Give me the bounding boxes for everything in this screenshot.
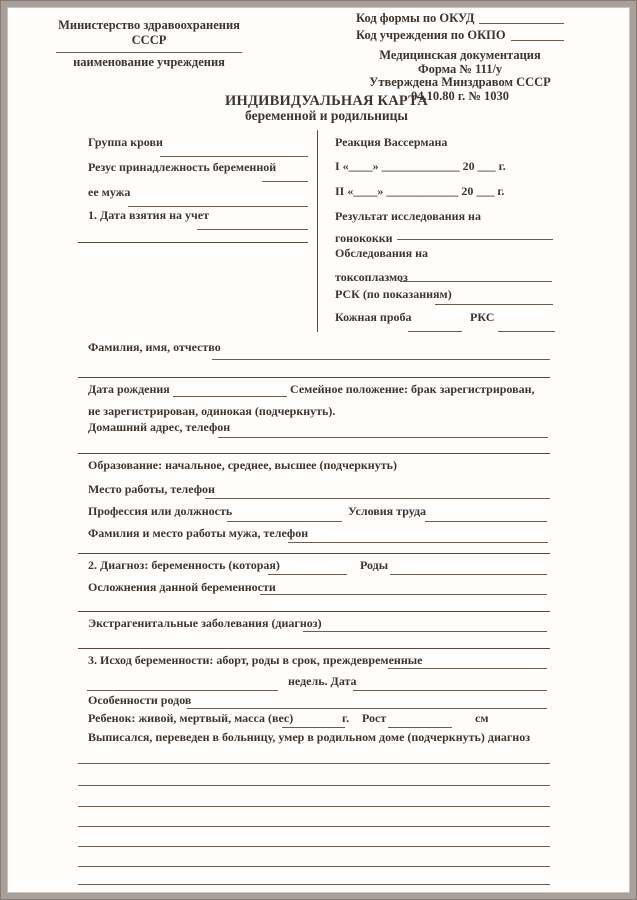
profession-label: Профессия или должность [88, 504, 233, 518]
blank-line [78, 826, 550, 827]
institution-caption: наименование учреждения [73, 55, 225, 69]
child-label: Ребенок: живой, мертвый, масса (вес) [88, 711, 294, 725]
form-title [16, 94, 637, 123]
workplace-blank-line [205, 498, 550, 499]
home-address-blank-line [218, 437, 548, 438]
blood-group-label: Группа крови [88, 135, 163, 149]
blank-line [78, 806, 550, 807]
ministry-country: СССР [131, 33, 167, 47]
wasserman-first-label: I «____» _____________ 20 ___ г. [335, 159, 506, 173]
delivery-features-blank-line [187, 708, 547, 709]
form-title-line2: беременной и родильницы [245, 108, 408, 124]
header-codes-block [356, 11, 564, 103]
cm-label: см [475, 711, 489, 725]
gonococci-blank-line [397, 239, 553, 240]
section-line-1 [78, 377, 550, 378]
blank-line [78, 884, 550, 885]
complications-label: Осложнения данной беременности [88, 580, 276, 594]
diagnosis-label: 2. Диагноз: беременность (которая) [88, 558, 280, 572]
approved-date: 04.10.80 г. № 1030 [410, 88, 510, 103]
births-label: Роды [360, 558, 389, 572]
outcome-label: 3. Исход беременности: аборт, роды в срок, преждевременные [88, 653, 423, 667]
rh-pregnant-blank-line [262, 181, 308, 182]
marital-status-label-2: не зарегистрирован, одинокая (подчеркнуть). [88, 404, 336, 418]
rh-husband-blank-line [128, 206, 308, 207]
husband-work-label: Фамилия и место работы мужа, телефон [88, 526, 309, 540]
extragenital-label: Экстрагенитальные заболевания (диагноз) [88, 616, 322, 630]
okpo-row [356, 28, 564, 43]
full-name-blank-line [212, 359, 550, 360]
work-conditions-blank-line [425, 521, 547, 522]
rsk-label: РСК (по показаниям) [335, 287, 452, 301]
weight-blank-line [282, 727, 345, 728]
complications-blank-line [260, 594, 547, 595]
workplace-label: Место работы, телефон [88, 482, 215, 496]
toxoplasmosis-label-1: Обследования на [335, 246, 429, 260]
okpo-label: Код учреждения по ОКПО [356, 28, 506, 42]
institution-name-line [56, 52, 242, 53]
rks-blank-line [498, 331, 555, 332]
skin-test-label: Кожная проба [335, 310, 412, 324]
home-address-label: Домашний адрес, телефон [88, 420, 231, 434]
outcome-blank-line [388, 668, 547, 669]
ministry-name: Министерство здравоохранения [58, 18, 240, 32]
rsk-blank-line [435, 304, 553, 305]
wasserman-second-label: II «____» ____________ 20 ___ г. [335, 184, 505, 198]
registration-date-blank-line [197, 229, 308, 230]
skin-test-blank-line [408, 331, 462, 332]
okud-blank-line [479, 23, 564, 24]
height-label: Рост [362, 711, 387, 725]
section-line-3 [78, 553, 550, 554]
rh-husband-label: ее мужа [88, 185, 131, 199]
section-line-4 [78, 611, 550, 612]
blank-line [78, 785, 550, 786]
left-column-bottom-line [78, 242, 308, 243]
toxoplasmosis-blank-line [400, 281, 552, 282]
marital-status-label-1: Семейное положение: брак зарегистрирован, [290, 382, 535, 396]
okud-row [356, 11, 564, 26]
diagnosis-blank-line [268, 574, 347, 575]
okpo-blank-line [511, 40, 564, 41]
discharge-label: Выписался, переведен в больницу, умер в родильном доме (подчеркнуть) диагноз [88, 730, 531, 744]
height-blank-line [388, 727, 452, 728]
form-title-line1: ИНДИВИДУАЛЬНАЯ КАРТА [225, 93, 428, 109]
okud-label: Код формы по ОКУД [356, 11, 475, 25]
rh-pregnant-label: Резус принадлежность беременной [88, 160, 277, 174]
toxoplasmosis-label-2: токсоплазмоз [335, 270, 408, 284]
blank-line [78, 846, 550, 847]
work-conditions-label: Условия труда [348, 504, 427, 518]
wasserman-label: Реакция Вассермана [335, 135, 448, 149]
birth-date-blank-line [173, 396, 287, 397]
full-name-label: Фамилия, имя, отчество [88, 340, 221, 354]
gonococci-label-2: гонококки [335, 231, 393, 245]
rks-label: РКС [470, 310, 495, 324]
weeks-blank-line-left [87, 690, 278, 691]
column-divider [317, 130, 318, 332]
births-blank-line [390, 574, 547, 575]
registration-date-label: 1. Дата взятия на учет [88, 208, 209, 222]
extragenital-blank-line [303, 631, 547, 632]
blood-group-blank-line [160, 156, 308, 157]
gonococci-label-1: Результат исследования на [335, 209, 481, 223]
section-line-2 [78, 453, 550, 454]
blank-line [78, 866, 550, 867]
header-ministry-block [28, 18, 270, 70]
delivery-features-label: Особенности родов [88, 693, 192, 707]
blank-line [78, 763, 550, 764]
form-number: Форма № 111/у [417, 61, 503, 76]
education-label: Образование: начальное, среднее, высшее (подчеркнуть) [88, 458, 397, 472]
profession-blank-line [227, 521, 342, 522]
husband-work-blank-line [288, 542, 548, 543]
weeks-blank-line-right [353, 690, 547, 691]
weeks-date-label: недель. Дата [288, 674, 357, 688]
birth-date-label: Дата рождения [88, 382, 170, 396]
section-line-5 [78, 648, 550, 649]
grams-label: г. [342, 711, 350, 725]
approved-by: Утверждена Минздравом СССР [369, 75, 551, 89]
doc-type: Медицинская документация [379, 48, 541, 62]
